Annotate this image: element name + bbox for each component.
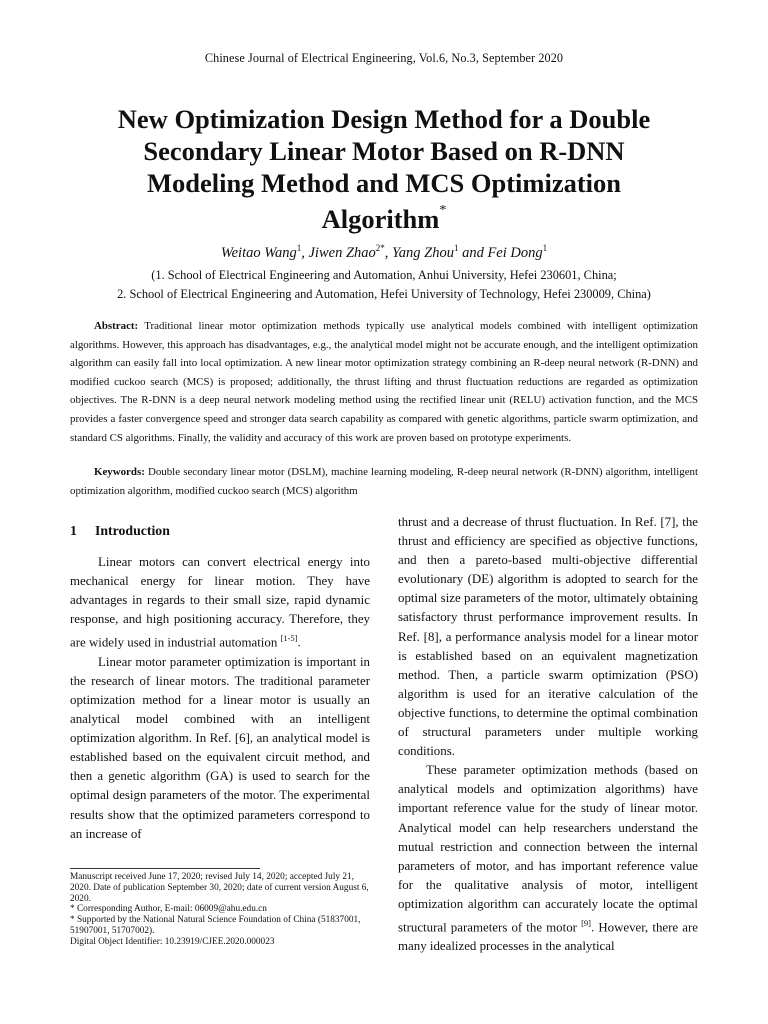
footnote-manuscript-dates: Manuscript received June 17, 2020; revised July 14, 2020; accepted July 21, 2020. Date of publication September 30, 2020; date of current version August 6, 2020. (70, 872, 369, 904)
footnote-doi: Digital Object Identifier: 10.23919/CJEE.2020.000023 (70, 936, 275, 947)
title-line-4: Algorithm (321, 203, 440, 234)
paper-title (60, 103, 708, 235)
author-affiliation-mark: 1 (453, 243, 459, 253)
affiliation-1: (1. School of Electrical Engineering and Automation, Anhui University, Hefei 230601, China; (151, 268, 617, 282)
author-name: Weitao Wang (220, 244, 297, 261)
title-line-2: Secondary Linear Motor Based on R-DNN (143, 136, 625, 166)
author-affiliation-mark: 2* (375, 243, 385, 253)
author-list (0, 243, 768, 262)
paragraph-text: Linear motors can convert electrical energy into mechanical energy for linear motion. They have advantages in regards to their small size, rapid dynamic response, and high positioning accuracy. Therefore, they are widely used in industrial automation (70, 555, 370, 650)
footnote-divider (70, 868, 260, 869)
author-name: Fei Dong (487, 244, 543, 261)
title-funding-mark: * (439, 203, 447, 218)
paragraph-text: . (297, 635, 301, 650)
section-title: Introduction (95, 523, 170, 538)
section-heading (70, 521, 370, 541)
author-name: Yang Zhou (392, 244, 454, 261)
body-paragraph: Linear motor parameter optimization is important in the research of linear motors. The traditional parameter optimization method for a linear motor is usually an analytical model combined with an intelligent optimization algorithm. In Ref. [6], an analytical model is established based on the equivalent circuit method, and then a genetic algorithm (GA) is used to search for the optimal design parameters of the motor. The experimental results show that the optimized parameters correspond to an increase of (70, 654, 370, 841)
footnotes (70, 872, 370, 948)
author-separator: , (384, 244, 393, 261)
body-paragraph (70, 553, 370, 653)
keywords (70, 463, 698, 500)
body-paragraph (398, 761, 698, 956)
left-column (70, 521, 370, 844)
author-conjunction: and (458, 244, 488, 261)
title-line-1: New Optimization Design Method for a Double (117, 104, 651, 134)
affiliation-2: 2. School of Electrical Engineering and Automation, Hefei University of Technology, Hefei 230009, China) (117, 287, 651, 301)
keywords-text: Double secondary linear motor (DSLM), machine learning modeling, R-deep neural network (R-DNN) algorithm, intelligent optimization algorithm, modified cuckoo search (MCS) algorithm (70, 466, 698, 497)
citation: [1-5] (280, 633, 298, 644)
footnote-funding: * Supported by the National Natural Science Foundation of China (51837001, 51907001, 51707002). (70, 915, 361, 936)
right-column (398, 513, 698, 956)
journal-header: Chinese Journal of Electrical Engineering, Vol.6, No.3, September 2020 (204, 51, 564, 65)
abstract-label: Abstract: (94, 320, 139, 332)
author-name: Jiwen Zhao (308, 244, 376, 261)
footnote-corresponding-author: * Corresponding Author, E-mail: 06009@ahu.edu.cn (70, 904, 267, 915)
citation: [9] (581, 917, 591, 928)
title-line-3: Modeling Method and MCS Optimization (146, 168, 622, 198)
abstract-text: Traditional linear motor optimization methods typically use analytical models combined with intelligent optimization algorithms. However, this approach has disadvantages, e.g., the analytical model might not be accurate enough, and the intelligent optimization algorithm can easily fall into local optimization. A new linear motor optimization strategy combining an R-deep neural network (R-DNN) and modified cuckoo search (MCS) is proposed; additionally, the thrust lifting and thrust fluctuation reductions are regarded as optimization objectives. The R-DNN is a deep neural network modeling method using the rectified linear unit (RELU) activation function, and the MCS provides a faster convergence speed and stronger data search capability as compared with genetic algorithms, particle swarm optimization, and standard CS algorithms. Finally, the validity and accuracy of this work are proven based on prototype experiments. (70, 320, 698, 444)
body-paragraph: thrust and a decrease of thrust fluctuation. In Ref. [7], the thrust and efficiency are specified as objective functions, and then a pareto-based multi-objective differential evolutionary (DE) algorithm is adopted to search for the optimal size parameters of the motor, ultimately obtaining satisfactory thrust performance improvement results. In Ref. [8], a performance analysis model for a linear motor is established based on an equivalent magnetization method. Then, a particle swarm optimization (PSO) algorithm is used for an iterative calculation of the objective functions, to determine the optimal combination of structural parameters under multiple working conditions. (398, 515, 698, 759)
author-affiliation-mark: 1 (296, 243, 302, 253)
paragraph-text: . However, there are many idealized processes in the analytical (398, 920, 698, 954)
keywords-label: Keywords: (94, 466, 145, 478)
section-number: 1 (70, 523, 77, 538)
author-separator: , (301, 244, 309, 261)
paragraph-text: These parameter optimization methods (based on analytical models and optimization algorithms) have important reference value for the study of linear motor. Analytical model can help researchers understand the mutual restriction and connection between the internal parameters of motor, and has important reference value for the qualitative analysis of motor, intelligent optimization algorithm can accurately locate the optimal structural parameters of the motor (398, 763, 698, 935)
author-affiliation-mark: 1 (542, 243, 548, 253)
abstract (70, 317, 698, 447)
